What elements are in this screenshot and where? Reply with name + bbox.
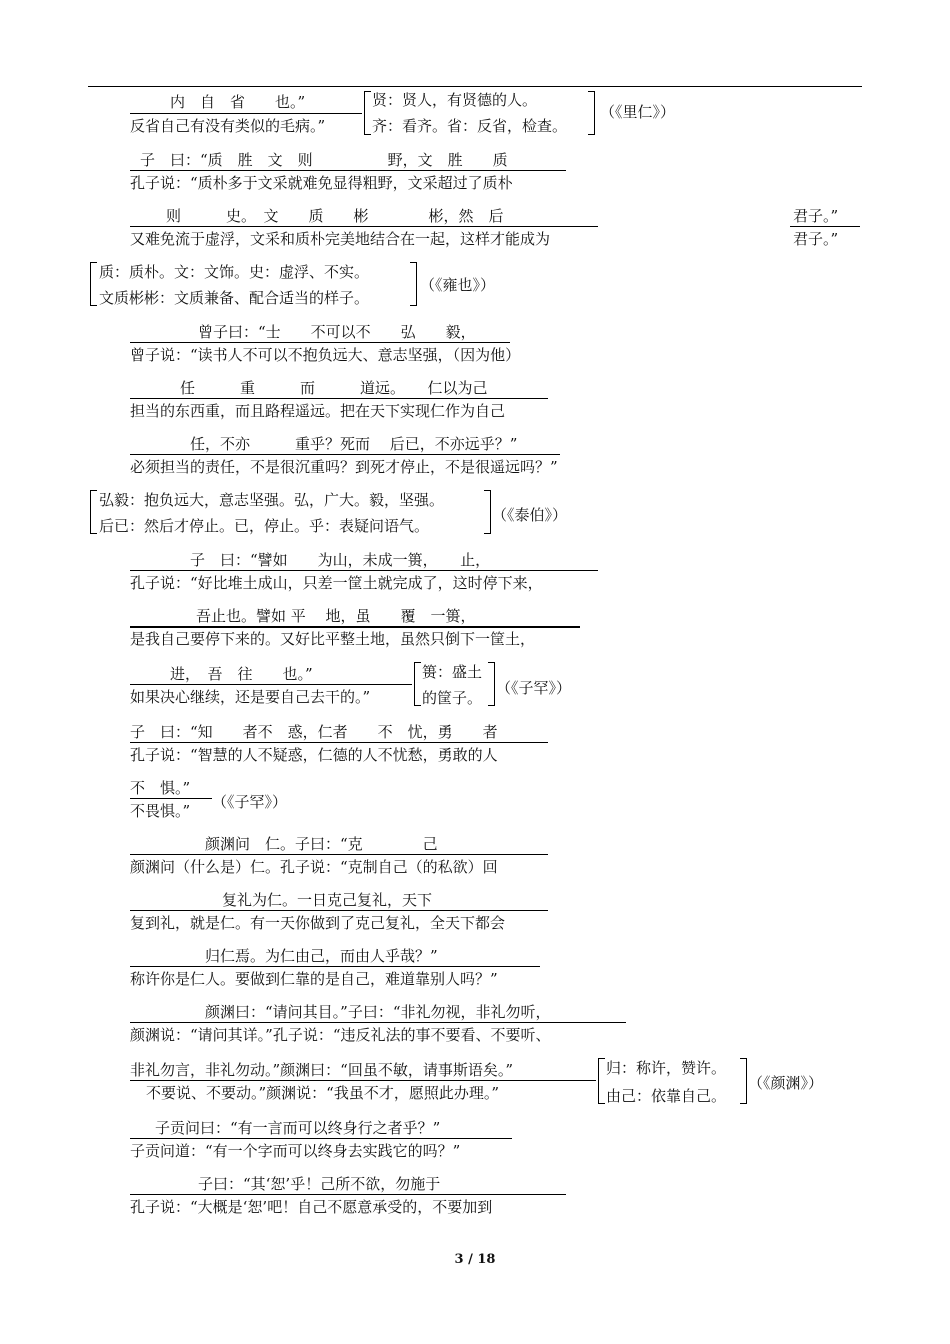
original-line: 则 史。 文 质 彬 彬，然 后 — [166, 207, 504, 225]
translation-line: 孔子说：“质朴多于文采就难免显得粗野，文采超过了质朴 — [130, 174, 513, 192]
original-line: 非礼勿言，非礼勿动。”颜渊曰：“回虽不敏，请事斯语矣。” — [130, 1061, 514, 1079]
source-label: （《颜渊》） — [748, 1074, 824, 1092]
original-line: 子 曰：“质 胜 文 则 野，文 胜 质 — [140, 151, 508, 169]
translation-line: 必须担当的责任，不是很沉重吗？到死才停止，不是很遥远吗？” — [130, 458, 558, 476]
page-separator: / — [468, 1252, 473, 1267]
translation-line: 不要说、不要动。”颜渊说：“我虽不才，愿照此办理。” — [146, 1084, 500, 1102]
underline — [130, 342, 510, 343]
translation-line: 孔子说：“智慧的人不疑惑，仁德的人不忧愁，勇敢的人 — [130, 746, 498, 764]
translation-line: 反省自己有没有类似的毛病。” — [130, 117, 326, 135]
original-line: 归仁焉。为仁由己，而由人乎哉？” — [205, 947, 438, 965]
note-bracket — [598, 1058, 605, 1104]
original-line: 任，不亦 重乎？死而 后已，不亦远乎？” — [190, 435, 518, 453]
original-line: 任 重 而 道远。 仁以为己 — [180, 379, 488, 397]
underline — [130, 226, 598, 227]
original-line: 复礼为仁。一日克己复礼，天下 — [222, 891, 433, 909]
underline — [130, 1138, 512, 1139]
translation-line: 如果决心继续，还是要自己去干的。” — [130, 688, 371, 706]
source-label: （《雍也》） — [420, 276, 496, 294]
original-line: 不 惧。” — [130, 779, 191, 797]
underline — [130, 854, 548, 855]
note-line: 弘毅：抱负远大，意志坚强。弘，广大。毅，坚强。 — [99, 491, 445, 509]
underline — [130, 684, 412, 685]
note-bracket — [90, 490, 97, 534]
translation-line: 是我自己要停下来的。又好比平整土地，虽然只倒下一筐土， — [130, 630, 536, 648]
note-bracket — [414, 662, 421, 706]
underline — [130, 626, 580, 628]
note-line: 齐：看齐。省：反省，检查。 — [372, 117, 568, 135]
note-line: 贤：贤人，有贤德的人。 — [372, 91, 538, 109]
translation-line: 孔子说：“大概是‘恕’吧！自己不愿意承受的，不要加到 — [130, 1198, 493, 1216]
original-line: 子贡问曰：“有一言而可以终身行之者乎？” — [155, 1119, 441, 1137]
original-line: 吾止也。譬如 平 地，虽 覆 一篑， — [196, 607, 476, 625]
note-line: 文质彬彬：文质兼备、配合适当的样子。 — [99, 289, 370, 307]
source-label: （《子罕》） — [496, 679, 572, 697]
original-line: 曾子曰：“士 不可以不 弘 毅， — [198, 323, 476, 341]
note-bracket — [364, 91, 371, 135]
underline — [790, 226, 860, 227]
translation-line: 子贡问道：“有一个字而可以终身去实践它的吗？” — [130, 1142, 461, 1160]
source-label: （《子罕》） — [212, 793, 288, 811]
translation-line: 称许你是仁人。要做到仁靠的是自己，难道靠别人吗？” — [130, 970, 498, 988]
translation-line: 曾子说：“读书人不可以不抱负远大、意志坚强，（因为他） — [130, 346, 521, 364]
note-line: 质：质朴。文：文饰。史：虚浮、不实。 — [99, 263, 370, 281]
translation-line: 复到礼，就是仁。有一天你做到了克己复礼，全天下都会 — [130, 914, 506, 932]
original-line: 进， 吾 往 也。” — [170, 665, 313, 683]
page-total: 18 — [477, 1252, 496, 1267]
underline — [130, 570, 598, 571]
header-rule — [88, 86, 862, 87]
note-bracket — [488, 662, 495, 706]
translation-line: 君子。” — [793, 230, 839, 248]
original-line: 颜渊问 仁。子曰：“克 己 — [205, 835, 438, 853]
note-bracket — [588, 91, 595, 135]
underline — [130, 910, 548, 911]
underline — [130, 966, 540, 967]
note-bracket — [740, 1058, 747, 1104]
note-bracket — [90, 262, 97, 306]
underline — [130, 1080, 596, 1081]
translation-line: 颜渊问（什么是）仁。孔子说：“克制自己（的私欲）回 — [130, 858, 498, 876]
original-line: 内 自 省 也。” — [170, 93, 306, 111]
note-bracket — [484, 490, 491, 534]
underline — [130, 398, 548, 399]
translation-line: 不畏惧。” — [130, 802, 191, 820]
underline — [130, 798, 212, 799]
original-line: 颜渊曰：“请问其目。”子曰：“非礼勿视，非礼勿听， — [205, 1003, 551, 1021]
page-number — [0, 1252, 950, 1267]
translation-line: 颜渊说：“请问其详。”孔子说：“违反礼法的事不要看、不要听、 — [130, 1026, 551, 1044]
note-bracket — [410, 262, 417, 306]
original-line: 君子。” — [793, 207, 839, 225]
note-line: 篑：盛土 — [422, 663, 483, 681]
original-line: 子曰：“其‘恕’乎！己所不欲，勿施于 — [198, 1175, 441, 1193]
page-current: 3 — [454, 1252, 464, 1267]
underline — [130, 742, 548, 743]
note-line: 后已：然后才停止。已，停止。乎：表疑问语气。 — [99, 517, 430, 535]
underline — [130, 170, 566, 171]
original-line: 子 曰：“譬如 为山，未成一篑， 止， — [190, 551, 491, 569]
underline — [130, 113, 362, 114]
translation-line: 孔子说：“好比堆土成山，只差一筐土就完成了，这时停下来， — [130, 574, 543, 592]
underline — [130, 1022, 626, 1023]
source-label: （《里仁》） — [600, 103, 676, 121]
translation-line: 又难免流于虚浮，文采和质朴完美地结合在一起，这样才能成为 — [130, 230, 551, 248]
source-label: （《泰伯》） — [492, 506, 568, 524]
translation-line: 担当的东西重，而且路程遥远。把在天下实现仁作为自己 — [130, 402, 506, 420]
note-line: 由己：依靠自己。 — [606, 1087, 727, 1105]
original-line: 子 曰：“知 者不 惑，仁者 不 忧，勇 者 — [130, 723, 498, 741]
note-line: 的筐子。 — [422, 689, 483, 707]
note-line: 归：称许，赞许。 — [606, 1059, 727, 1077]
underline — [130, 454, 560, 455]
underline — [130, 1194, 566, 1195]
